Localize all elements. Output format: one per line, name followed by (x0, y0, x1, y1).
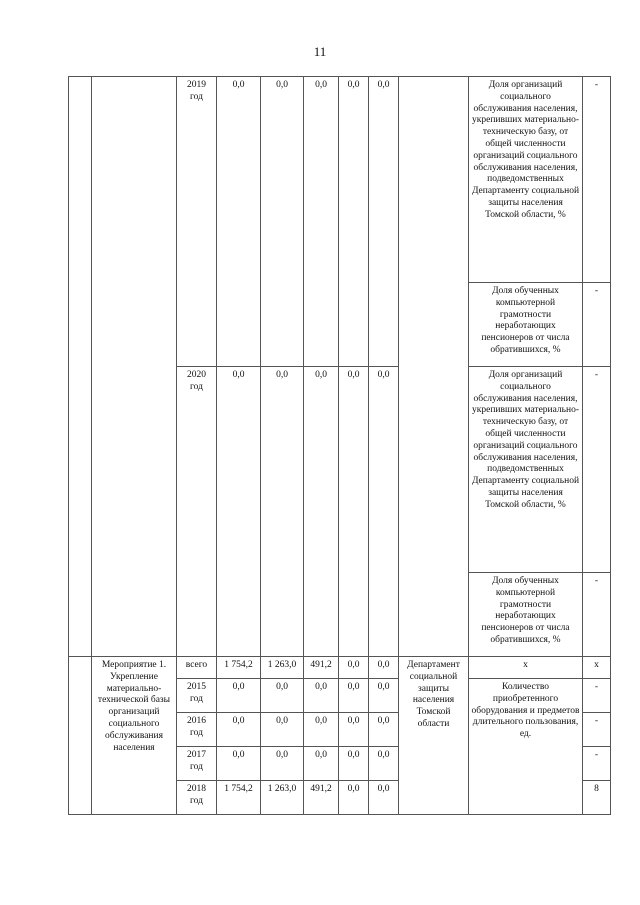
cell-indicator-text: Доля организаций социального обслуживания населения, укрепивших материально-техническую базу, от общей численности организаций социального обслуживания населения, подведомственных Департаменту социальной защиты населения Томской области, % (469, 77, 583, 283)
cell-year: 2015 год (177, 679, 217, 713)
cell-indicator-text: Количество приобретенного оборудования и предметов длительного пользования, ед. (469, 679, 583, 815)
cell-indicator-value: - (583, 747, 611, 781)
cell-indicator-value: - (583, 283, 611, 367)
cell-total: 0,0 (217, 679, 261, 713)
program-table (68, 76, 611, 815)
cell-number-empty (69, 657, 92, 815)
cell-local: 0,0 (339, 367, 369, 657)
cell-year: 2016 год (177, 713, 217, 747)
cell-extrabudget: 0,0 (369, 679, 399, 713)
cell-measure-empty (92, 77, 177, 657)
cell-year: 2019 год (177, 77, 217, 367)
cell-extrabudget: 0,0 (369, 747, 399, 781)
cell-local: 0,0 (339, 657, 369, 679)
cell-indicator-value: - (583, 713, 611, 747)
cell-regional: 0,0 (304, 747, 339, 781)
cell-federal: 0,0 (261, 747, 304, 781)
cell-local: 0,0 (339, 713, 369, 747)
cell-year: 2018 год (177, 781, 217, 815)
cell-regional: 491,2 (304, 781, 339, 815)
cell-total: 1 754,2 (217, 781, 261, 815)
cell-indicator-text: Доля организаций социального обслуживания населения, укрепивших материально-техническую базу, от общей численности организаций социального обслуживания населения, подведомственных Департаменту социальной защиты населения Томской области, % (469, 367, 583, 573)
cell-federal: 0,0 (261, 367, 304, 657)
cell-year: всего (177, 657, 217, 679)
cell-year: 2020 год (177, 367, 217, 657)
cell-extrabudget: 0,0 (369, 657, 399, 679)
cell-indicator-text: х (469, 657, 583, 679)
cell-total: 0,0 (217, 77, 261, 367)
cell-total: 0,0 (217, 747, 261, 781)
cell-regional: 0,0 (304, 367, 339, 657)
cell-local: 0,0 (339, 781, 369, 815)
cell-federal: 1 263,0 (261, 781, 304, 815)
cell-federal: 0,0 (261, 679, 304, 713)
cell-indicator-value: - (583, 679, 611, 713)
cell-number-empty (69, 77, 92, 657)
cell-extrabudget: 0,0 (369, 713, 399, 747)
cell-regional: 491,2 (304, 657, 339, 679)
cell-extrabudget: 0,0 (369, 781, 399, 815)
measure-executor: Департамент социальной защиты населения Томской области (399, 657, 469, 815)
cell-indicator-value: - (583, 77, 611, 283)
cell-indicator-text: Доля обученных компьютерной грамотности неработающих пенсионеров от числа обратившихся, % (469, 573, 583, 657)
cell-local: 0,0 (339, 679, 369, 713)
page-number: 11 (313, 44, 327, 59)
cell-federal: 1 263,0 (261, 657, 304, 679)
cell-federal: 0,0 (261, 77, 304, 367)
measure-title: Мероприятие 1. Укрепление материально-технической базы организаций социального обслуживания населения (92, 657, 177, 815)
cell-indicator-value: - (583, 573, 611, 657)
cell-federal: 0,0 (261, 713, 304, 747)
cell-indicator-text: Доля обученных компьютерной грамотности неработающих пенсионеров от числа обратившихся, % (469, 283, 583, 367)
cell-local: 0,0 (339, 747, 369, 781)
cell-regional: 0,0 (304, 713, 339, 747)
cell-total: 0,0 (217, 713, 261, 747)
cell-executor-empty (399, 77, 469, 657)
cell-regional: 0,0 (304, 679, 339, 713)
cell-local: 0,0 (339, 77, 369, 367)
cell-total: 0,0 (217, 367, 261, 657)
cell-year: 2017 год (177, 747, 217, 781)
table-row (69, 657, 611, 679)
cell-indicator-value: х (583, 657, 611, 679)
cell-regional: 0,0 (304, 77, 339, 367)
cell-indicator-value: - (583, 367, 611, 573)
cell-extrabudget: 0,0 (369, 367, 399, 657)
cell-indicator-value: 8 (583, 781, 611, 815)
cell-extrabudget: 0,0 (369, 77, 399, 367)
table-row (69, 77, 611, 283)
cell-total: 1 754,2 (217, 657, 261, 679)
